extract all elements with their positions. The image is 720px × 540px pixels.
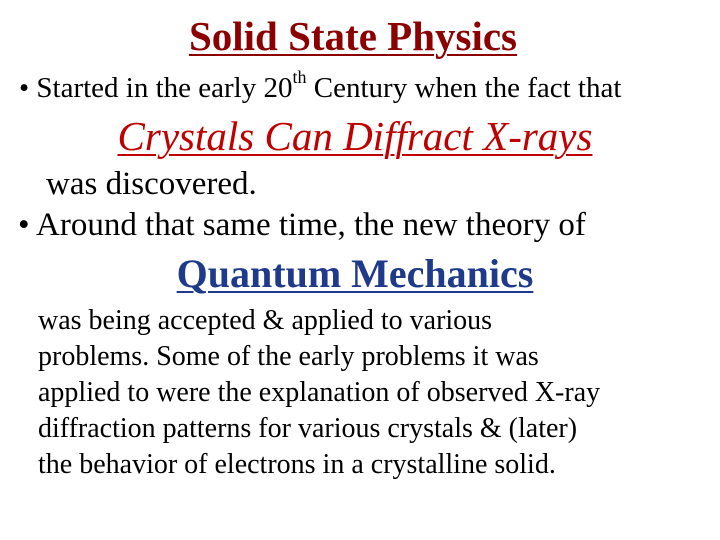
bullet-text-part1: Started in the early 20	[36, 72, 293, 104]
slide-title: Solid State Physics	[188, 13, 518, 59]
emphasis-crystals-diffract: Crystals Can Diffract X-rays	[117, 113, 593, 159]
bullet-new-theory	[18, 205, 586, 245]
paragraph-line: problems. Some of the early problems it was	[38, 341, 539, 372]
paragraph-line: applied to were the explanation of observed X-ray	[38, 377, 601, 408]
continuation-text: was discovered.	[46, 166, 257, 202]
body-paragraph	[38, 303, 600, 483]
bullet-marker: •	[19, 72, 30, 104]
bullet-text: Around that same time, the new theory of	[36, 207, 586, 243]
emphasis-quantum-mechanics: Quantum Mechanics	[176, 251, 534, 296]
paragraph-line: diffraction patterns for various crystals & (later)	[38, 413, 578, 444]
ordinal-superscript: th	[292, 67, 307, 88]
bullet-text-part2: Century when the fact that	[306, 72, 622, 104]
bullet-marker: •	[18, 207, 30, 243]
paragraph-line: the behavior of electrons in a crystalline solid.	[38, 449, 556, 480]
paragraph-line: was being accepted & applied to various	[38, 305, 493, 336]
bullet-early-20th-century	[19, 67, 622, 106]
